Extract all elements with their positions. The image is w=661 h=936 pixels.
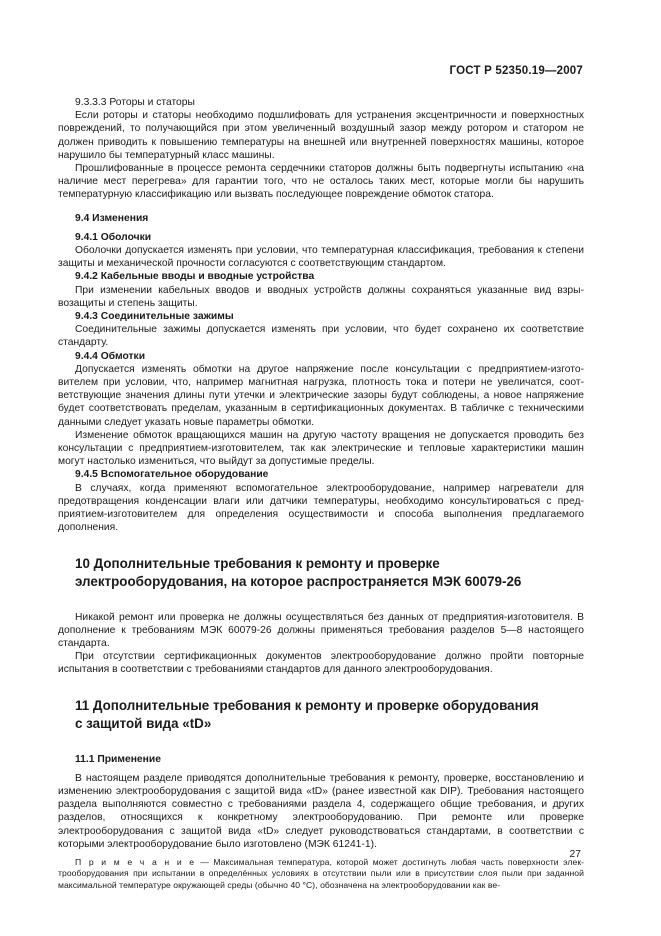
section-10-title — [58, 555, 584, 591]
paragraph: Допускается изменять обмотки на другое напряжение после консультации с предприятием-изготовителем при условии, что, например магнитная нагрузка, плотность тока и потери не увеличатся, соответствующие значения длины пути утечки и электрические зазоры будут соблюдены, а новое напряжение будет соответствовать пределам, указанным в сертификационных документах. В табличке с техническими данными следует указать новые параметры обмотки. — [58, 363, 584, 428]
heading-9-4: 9.4 Изменения — [75, 212, 149, 224]
section-11-title-line1: 11 Дополнительные требования к ремонту и проверке оборудования — [75, 697, 539, 713]
document-header: ГОСТ Р 52350.19—2007 — [449, 65, 583, 77]
section-11-title-line2: с защитой вида «tD» — [75, 715, 212, 731]
heading-9-4-5: 9.4.5 Вспомогательное оборудование — [75, 469, 269, 481]
paragraph: В случаях, когда применяют вспомогательное электрооборудование, например нагреватели для предотвращения конденсации влаги или датчики температуры, необходимо консультироваться с предприятием-изготовителем для определения осуществимости и способа выполнения предлагаемого дополнения. — [58, 482, 584, 534]
paragraph: При отсутствии сертификационных документов электрооборудование должно пройти повторные испытания в соответствии с требованиями стандартов для данного электрооборудования. — [58, 651, 584, 676]
section-10-title-line2: электрооборудования, на которое распространяется МЭК 60079-26 — [75, 573, 522, 589]
note-label: П р и м е ч а н и е — [75, 856, 196, 867]
heading-9-4-2: 9.4.2 Кабельные вводы и вводные устройства — [75, 271, 315, 283]
heading-11-1: 11.1 Применение — [75, 753, 161, 765]
heading-9-3-3-3: 9.3.3.3 Роторы и статоры — [75, 97, 195, 108]
paragraph: В настоящем разделе приводятся дополнительные требования к ремонту, проверке, восстановлению и изменению электрооборудования с защитой вида «tD» (ранее известной как DIP). Требования настоящего раздела выполняются совместно с требованиями раздела 4, содержащего общие требования, и других разделов, относящихся к конкретному электрооборудованию. При ремонте или проверке электрооборудования с защитой вида «tD» следует руководствоваться стандартами, в соответствии с которыми электрооборудование было изготовлено (МЭК 61241-1). — [58, 772, 584, 850]
paragraph: Соединительные зажимы допускается изменять при условии, что будет сохранено их соответствие стандарту. — [58, 324, 584, 349]
paragraph: При изменении кабельных вводов и вводных устройств должны сохраняться указанные вид взрывозащиты и степень защиты. — [58, 284, 584, 309]
note — [58, 857, 584, 891]
heading-9-4-3: 9.4.3 Соединительные зажимы — [75, 311, 234, 323]
heading-9-4-4: 9.4.4 Обмотки — [75, 350, 146, 362]
section-10-title-line1: 10 Дополнительные требования к ремонту и проверке — [75, 555, 440, 571]
page-number: 27 — [569, 849, 581, 860]
section-11-title — [58, 697, 584, 733]
paragraph: Прошлифованные в процессе ремонта сердечники статоров должны быть подвергнуты испытанию «на наличие мест перегрева» для гарантии того, что не осталось таких мест, которые могли бы нарушить температурную классификацию или вызвать последующее повреждение обмоток статора. — [58, 163, 584, 201]
paragraph: Если роторы и статоры необходимо подшлифовать для устранения эксцентричности и поверхностных повреждений, то получающийся при этом увеличенный воздушный зазор между ротором и статором не должен приводить к повышению температуры на внешней или внутренней поверхностях машины, которое нарушило бы температурный класс машины. — [58, 110, 584, 161]
paragraph: Никакой ремонт или проверка не должны осуществляться без данных от предприятия-изготовителя. В дополнение к требованиям МЭК 60079-26 должны применяться требования разделов 5—8 настоящего стандарта. — [58, 611, 584, 649]
page-content — [58, 96, 584, 891]
paragraph: Оболочки допускается изменять при условии, что температурная классификация, требования к степени защиты и механической прочности согласуются с соответствующим стандартом. — [58, 245, 584, 270]
paragraph: Изменение обмоток вращающихся машин на другую частоту вращения не допускается проводить без консультации с предприятием-изготовителем, так как электрические и тепловые характеристики машин могут настолько измениться, что выйдут за допустимые пределы. — [58, 429, 584, 468]
heading-9-4-1: 9.4.1 Оболочки — [75, 231, 152, 243]
note-text: — Максимальная температура, которой может достигнуть любая часть поверхности электрооборудования при испытании в определённых условиях в отсутствии пыли или в присутствии слоя пыли при заданной максимальной температуре окружающей среды (обычно 40 °С), обозначена на электрооборудовании как ве- — [58, 856, 585, 890]
